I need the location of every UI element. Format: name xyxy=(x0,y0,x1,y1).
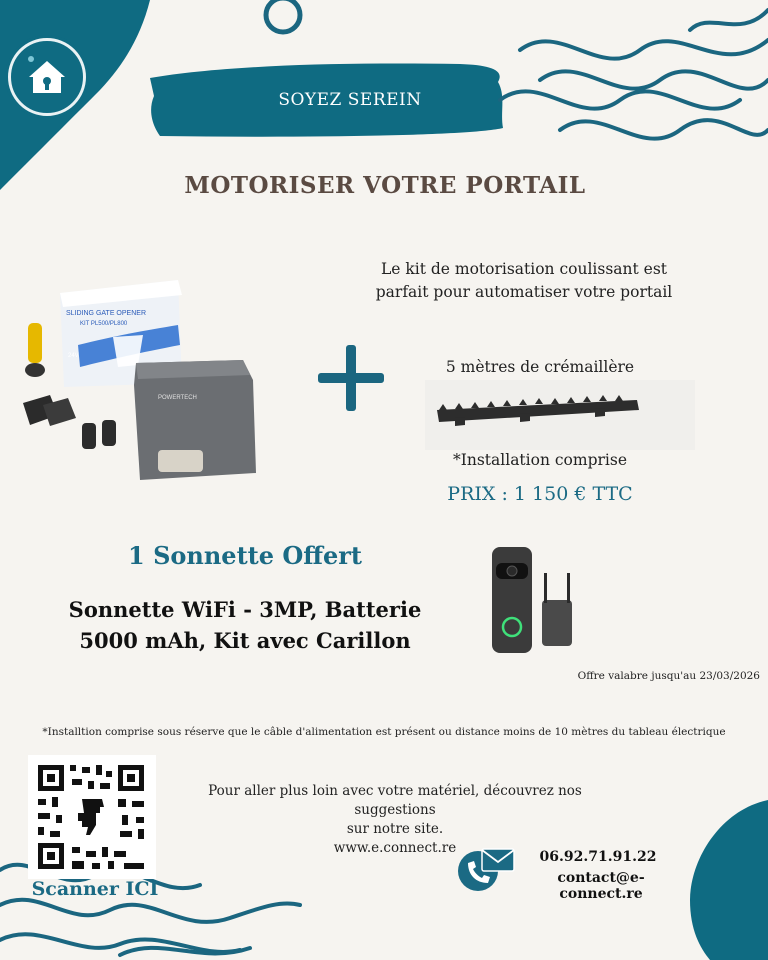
gear-rack-image xyxy=(425,380,695,450)
scan-label: Scanner ICI xyxy=(31,878,159,900)
motor-brand-label: POWERTECH xyxy=(158,395,197,401)
installation-note: *Installation comprise xyxy=(453,451,627,469)
price-label: PRIX : 1 150 € TTC xyxy=(447,483,633,505)
qr-code[interactable] xyxy=(28,755,156,879)
top-right-waves xyxy=(500,10,768,139)
doorbell-description-line-1: Sonnette WiFi - 3MP, Batterie xyxy=(68,597,422,622)
offer-title: 1 Sonnette Offert xyxy=(128,541,362,570)
doorbell-description xyxy=(60,594,430,656)
plus-icon xyxy=(318,345,384,411)
qr-code-icon xyxy=(28,755,156,879)
gate-opener-kit-image xyxy=(18,275,258,490)
banner-text: SOYEZ SEREIN xyxy=(278,90,422,110)
house-lock-icon xyxy=(11,41,83,113)
kit-box-text-2: KIT PL500/PL800 xyxy=(80,321,128,327)
brand-logo xyxy=(8,38,86,116)
phone-number[interactable]: 06.92.71.91.22 xyxy=(539,849,657,865)
site-line-1: Pour aller plus loin avec votre matériel, découvrez nos suggestions xyxy=(208,783,582,818)
site-suggestion xyxy=(170,782,620,858)
kit-voltage-label: 24V xyxy=(68,353,79,359)
offer-validity: Offre valabre jusqu'au 23/03/2026 xyxy=(577,670,760,682)
kit-description xyxy=(350,258,698,304)
site-line-2: sur notre site. xyxy=(346,821,444,837)
description-line-1: Le kit de motorisation coulissant est xyxy=(380,260,668,278)
page-title: MOTORISER VOTRE PORTAIL xyxy=(184,172,586,199)
installation-disclaimer: *Installtion comprise sous réserve que le câble d'alimentation est présent ou distance moins de 10 mètres du tableau électrique xyxy=(42,726,726,738)
wifi-doorbell-image xyxy=(486,545,581,655)
phone-mail-icon xyxy=(456,845,516,895)
rack-label: 5 mètres de crémaillère xyxy=(445,358,635,376)
description-line-2: parfait pour automatiser votre portail xyxy=(375,283,673,301)
bottom-right-blob xyxy=(690,800,768,960)
email-address[interactable]: contact@e-connect.re xyxy=(557,870,645,902)
kit-box-text-1: SLIDING GATE OPENER xyxy=(66,310,146,317)
top-ring xyxy=(266,0,300,32)
site-url-link[interactable]: www.e.connect.re xyxy=(333,840,457,856)
doorbell-description-line-2: 5000 mAh, Kit avec Carillon xyxy=(79,628,411,653)
